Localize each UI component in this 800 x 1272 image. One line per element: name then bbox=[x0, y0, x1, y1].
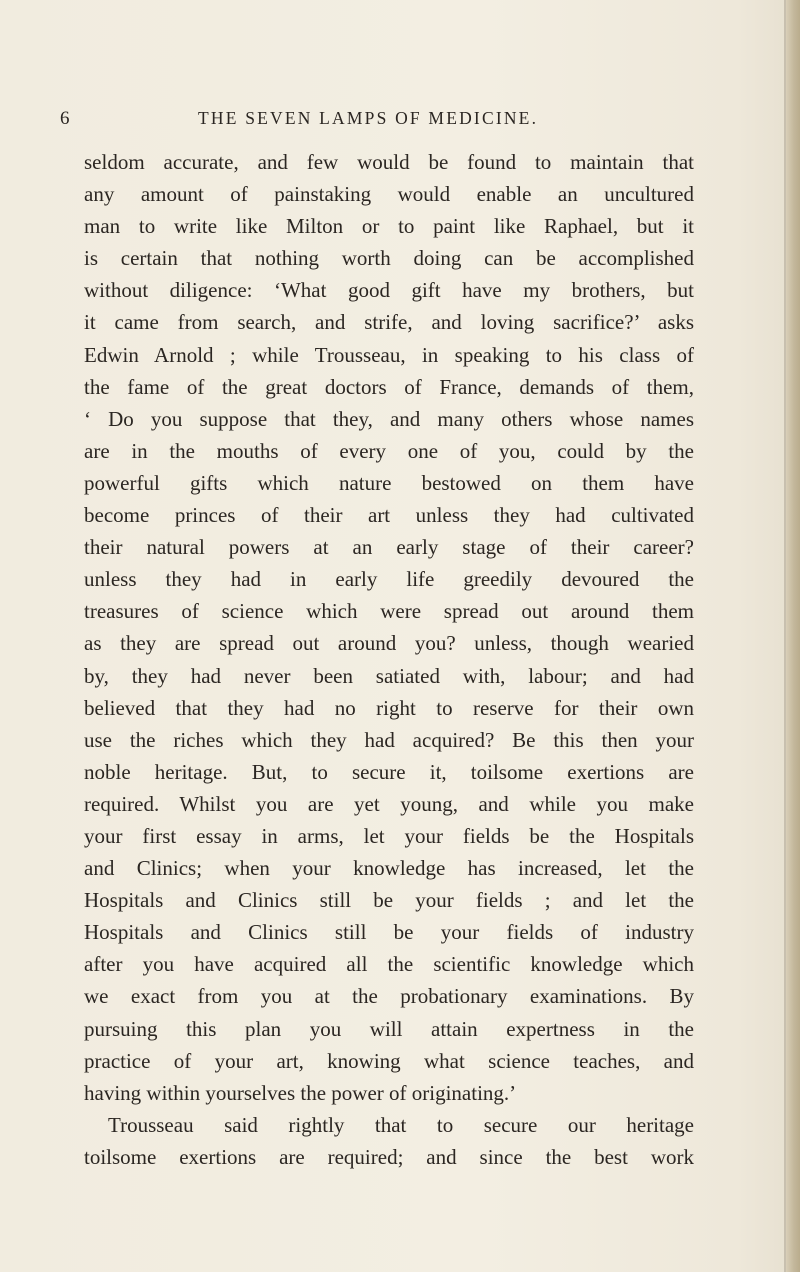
text-line: believed that they had no right to reserve for their own bbox=[84, 695, 694, 720]
text-line: pursuing this plan you will attain expertness in the bbox=[84, 1016, 694, 1041]
text-line: the fame of the great doctors of France, demands of them, bbox=[84, 374, 694, 399]
text-line: and Clinics; when your knowledge has increased, let the bbox=[84, 856, 694, 881]
text-line: treasures of science which were spread out around them bbox=[84, 599, 694, 624]
text-line: powerful gifts which nature bestowed on them have bbox=[84, 470, 694, 495]
body-text bbox=[84, 146, 694, 1173]
text-line: ‘ Do you suppose that they, and many others whose names bbox=[84, 406, 694, 431]
text-line: are in the mouths of every one of you, could by the bbox=[84, 438, 694, 463]
text-line: is certain that nothing worth doing can be accomplished bbox=[84, 246, 694, 271]
text-line: Hospitals and Clinics still be your fields of industry bbox=[84, 920, 694, 945]
text-line: Trousseau said rightly that to secure our heritage bbox=[108, 1112, 694, 1137]
text-line: Hospitals and Clinics still be your fields ; and let the bbox=[84, 888, 694, 913]
text-line: as they are spread out around you? unless, though wearied bbox=[84, 631, 694, 656]
page-edge-shadow bbox=[784, 0, 786, 1272]
page-number: 6 bbox=[60, 108, 71, 129]
text-line: by, they had never been satiated with, labour; and had bbox=[84, 663, 694, 688]
text-line: become princes of their art unless they had cultivated bbox=[84, 503, 694, 528]
text-line: without diligence: ‘What good gift have my brothers, but bbox=[84, 278, 694, 303]
text-line: required. Whilst you are yet young, and while you make bbox=[84, 791, 694, 816]
text-line: man to write like Milton or to paint like Raphael, but it bbox=[84, 214, 694, 239]
running-head: THE SEVEN LAMPS OF MEDICINE. bbox=[198, 108, 539, 128]
text-line: any amount of painstaking would enable an uncultured bbox=[84, 182, 694, 207]
page-header bbox=[60, 108, 700, 138]
text-line: toilsome exertions are required; and since the best work bbox=[84, 1144, 694, 1169]
text-line: unless they had in early life greedily devoured the bbox=[84, 567, 694, 592]
text-line: it came from search, and strife, and loving sacrifice?’ asks bbox=[84, 310, 694, 335]
text-line: your first essay in arms, let your fields be the Hospitals bbox=[84, 823, 694, 848]
text-line: having within yourselves the power of originating.’ bbox=[84, 1080, 517, 1105]
text-line: use the riches which they had acquired? Be this then your bbox=[84, 727, 694, 752]
page-edge bbox=[786, 0, 800, 1272]
text-line: their natural powers at an early stage of their career? bbox=[84, 535, 694, 560]
text-line: practice of your art, knowing what science teaches, and bbox=[84, 1048, 694, 1073]
text-line: after you have acquired all the scientific knowledge which bbox=[84, 952, 694, 977]
text-line: noble heritage. But, to secure it, toilsome exertions are bbox=[84, 759, 694, 784]
text-line: seldom accurate, and few would be found to maintain that bbox=[84, 150, 694, 174]
text-line: Edwin Arnold ; while Trousseau, in speaking to his class of bbox=[84, 342, 694, 367]
text-line: we exact from you at the probationary examinations. By bbox=[84, 984, 694, 1009]
